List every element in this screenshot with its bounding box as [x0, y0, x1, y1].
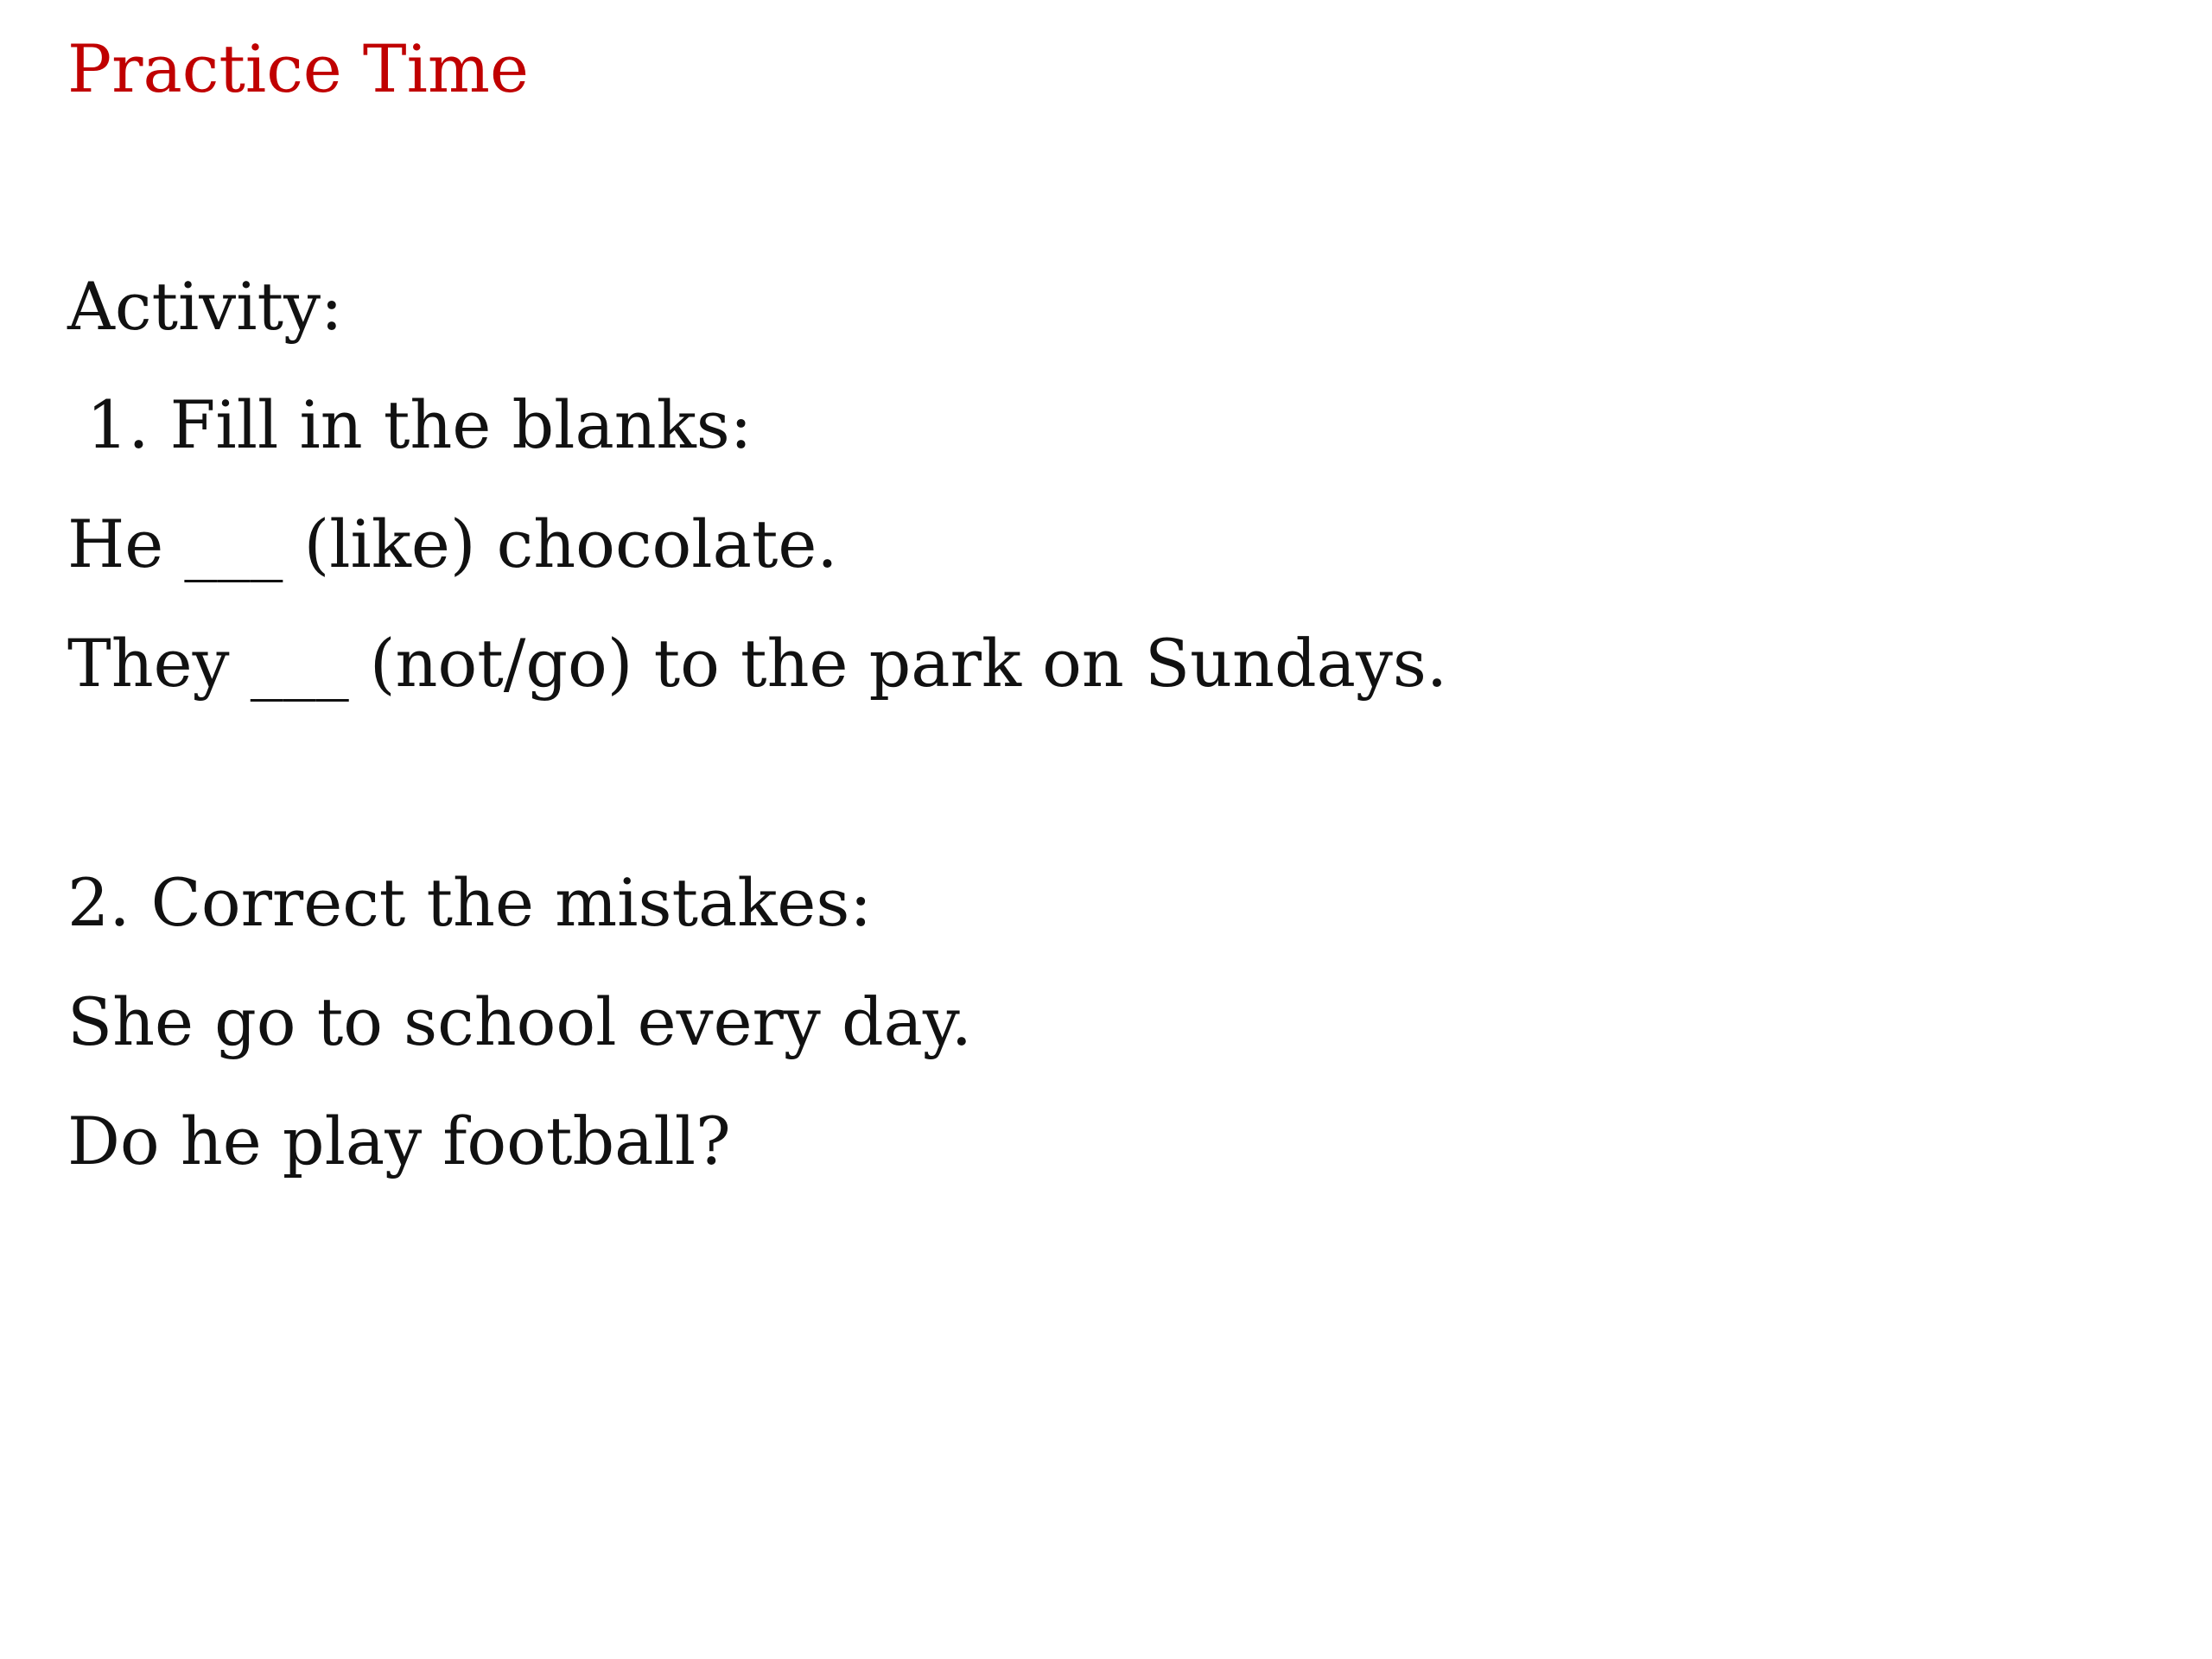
activity-label: Activity: — [67, 268, 343, 345]
section1-heading: 1. Fill in the blanks: — [86, 386, 753, 463]
correct-mistake-item-2: Do he play football? — [67, 1103, 731, 1179]
slide-title: Practice Time — [67, 30, 529, 107]
fill-blank-item-2: They ___ (not/go) to the park on Sundays. — [67, 625, 1448, 702]
section2-heading: 2. Correct the mistakes: — [67, 864, 872, 941]
fill-blank-item-1: He ___ (like) chocolate. — [67, 505, 838, 582]
correct-mistake-item-1: She go to school every day. — [67, 983, 972, 1060]
